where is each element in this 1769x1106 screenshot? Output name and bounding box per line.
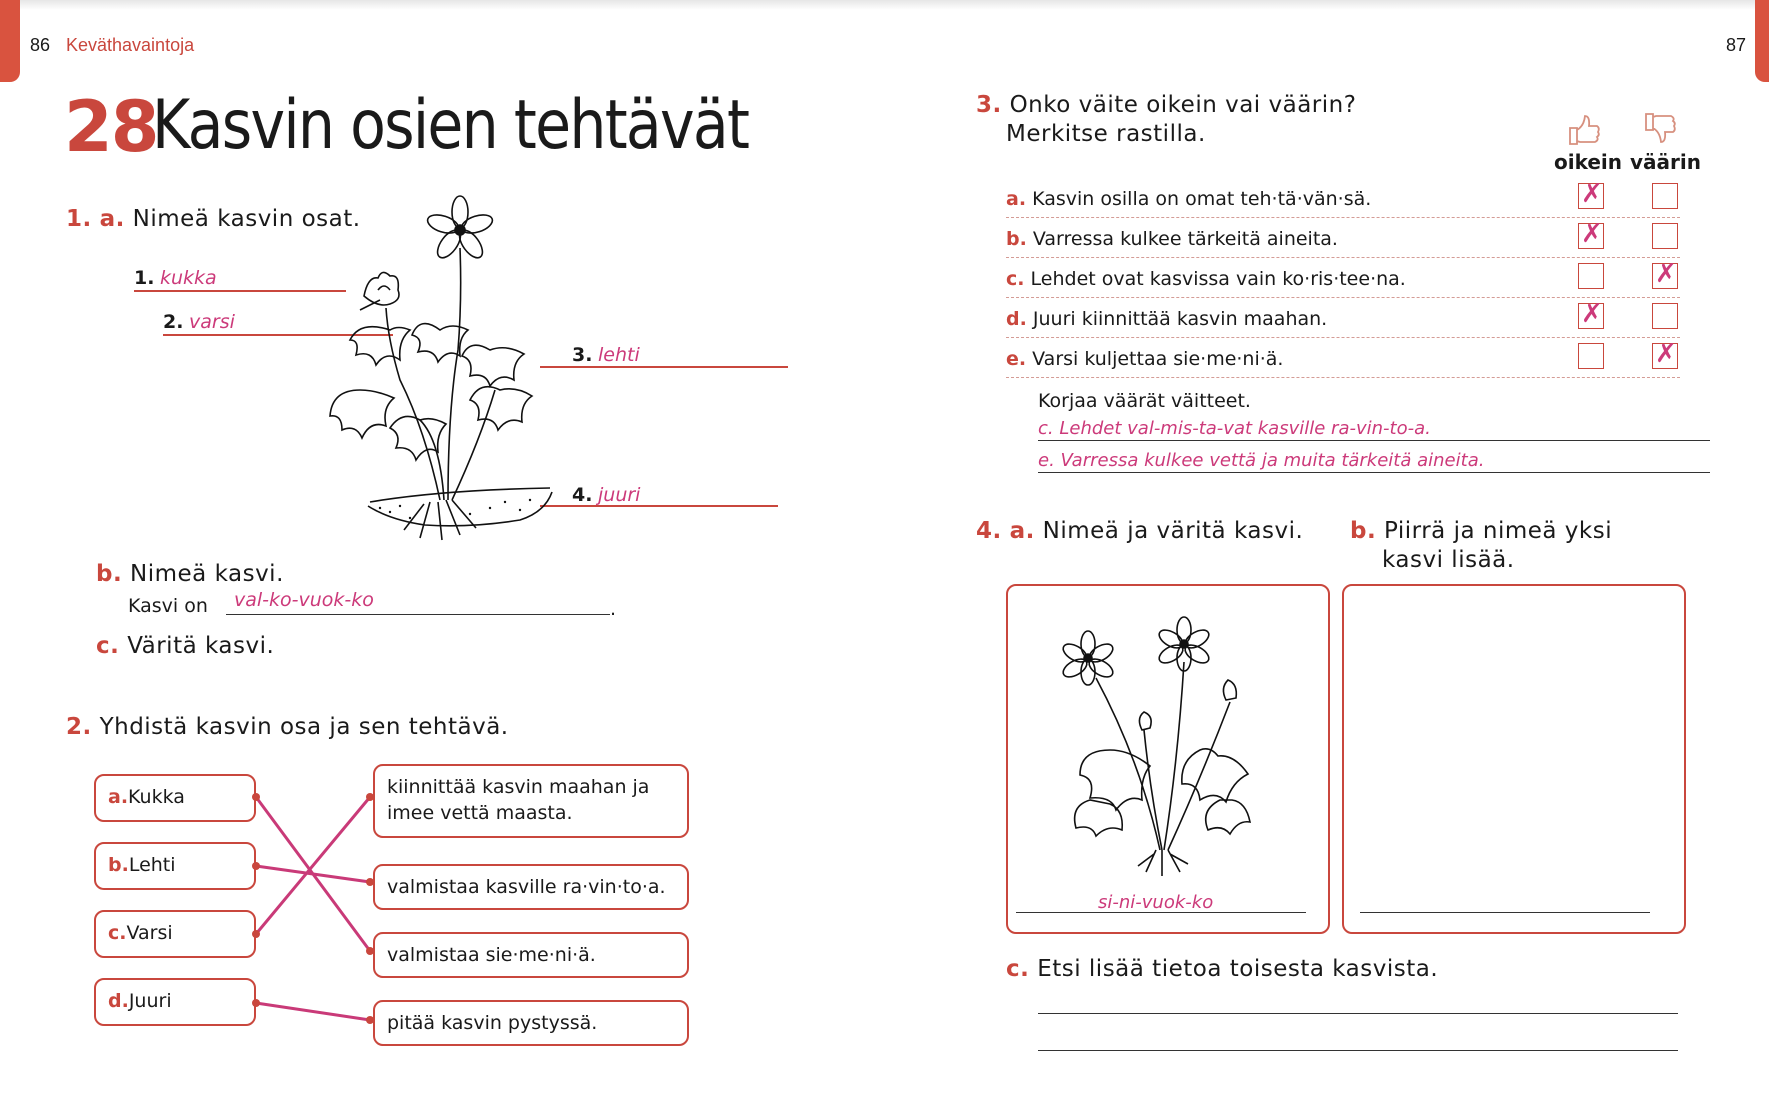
task4a-heading (976, 518, 1303, 544)
function-2-text: valmistaa kasville ra·vin·to·a. (387, 876, 666, 898)
checkbox-b-oikein[interactable] (1578, 219, 1604, 249)
task3-heading (976, 92, 1356, 118)
label2-number: 2. (163, 311, 184, 333)
part-box-juuri (94, 978, 256, 1026)
task1a-text: Nimeä kasvin osat. (132, 206, 361, 232)
statement-a-letter: a. (1006, 188, 1027, 210)
statement-divider (1006, 377, 1680, 378)
section-name: Keväthavaintoja (66, 35, 195, 55)
right-page-number: 87 (1726, 35, 1747, 55)
statement-b-letter: b. (1006, 228, 1027, 250)
part-a-name: Kukka (128, 786, 185, 808)
anemone-illustration (320, 190, 560, 550)
task3-line2: Merkitse rastilla. (1006, 121, 1206, 147)
function-3-text: valmistaa sie·me·ni·ä. (387, 944, 596, 966)
task4c-line-1[interactable] (1038, 1013, 1678, 1014)
part-b-letter: b. (108, 854, 129, 876)
fix-line-1 (1038, 440, 1710, 441)
statement-d-letter: d. (1006, 308, 1027, 330)
statement-c-letter: c. (1006, 268, 1025, 290)
fix-answer-2: e. Varressa kulkee vettä ja muita tärkeitä aineita. (1038, 450, 1485, 471)
part-box-kukka (94, 774, 256, 822)
statement-c-text: Lehdet ovat kasvissa vain ko·ris·tee·na. (1030, 268, 1406, 290)
task2-number: 2. (66, 714, 92, 740)
task4c-heading (1006, 956, 1438, 982)
task2-text: Yhdistä kasvin osa ja sen tehtävä. (99, 714, 509, 740)
part-box-lehti (94, 842, 256, 890)
mark-d-oikein: ✗ (1581, 299, 1603, 329)
task4b-letter: b. (1350, 518, 1377, 544)
task4b-line2: kasvi lisää. (1382, 547, 1515, 573)
right-thumb-tab (1755, 0, 1769, 82)
function-1-line1: kiinnittää kasvin maahan ja (387, 776, 650, 798)
task3-line1: Onko väite oikein vai väärin? (1009, 92, 1357, 118)
task4b-line[interactable] (1360, 912, 1650, 913)
part-d-letter: d. (108, 990, 129, 1012)
task4c-text: Etsi lisää tietoa toisesta kasvista. (1037, 956, 1439, 982)
part-c-letter: c. (108, 922, 127, 944)
thumbs-up-icon (1566, 112, 1602, 146)
task1b-prompt: Kasvi on (128, 595, 208, 617)
label1-line (134, 290, 346, 292)
task1b-period: . (610, 598, 617, 620)
checkbox-a-vaarin[interactable] (1652, 183, 1678, 209)
statement-c (1006, 268, 1406, 290)
page-title: Kasvin osien tehtävät (152, 86, 749, 165)
task1-heading (66, 206, 361, 232)
statement-divider (1006, 217, 1680, 218)
statement-b-text: Varressa kulkee tärkeitä aineita. (1032, 228, 1338, 250)
part-c-name: Varsi (126, 922, 173, 944)
match-line-lehti-ravintoa (256, 866, 370, 882)
part-a-letter: a. (108, 786, 129, 808)
column-vaarin: väärin (1630, 150, 1701, 174)
statement-d-text: Juuri kiinnittää kasvin maahan. (1032, 308, 1328, 330)
task1-number: 1. (66, 206, 92, 232)
label3-line (540, 366, 788, 368)
match-line-juuri-pystyssa (256, 1003, 370, 1020)
label4-line (540, 505, 778, 507)
mark-e-vaarin: ✗ (1655, 339, 1677, 369)
task3-number: 3. (976, 92, 1002, 118)
task1b-text: Nimeä kasvi. (130, 561, 284, 587)
task4a-letter: a. (1009, 518, 1035, 544)
task1b-line (226, 614, 610, 615)
left-page-number: 86 (30, 35, 51, 55)
mark-a-oikein: ✗ (1581, 179, 1603, 209)
label3-answer: lehti (598, 344, 640, 366)
task1a-letter: a. (99, 206, 125, 232)
fix-line-2 (1038, 472, 1710, 473)
task1b-heading (96, 561, 284, 587)
task1b-answer: val-ko-vuok-ko (234, 589, 374, 611)
label3-number: 3. (572, 344, 593, 366)
statement-divider (1006, 297, 1680, 298)
column-oikein: oikein (1554, 150, 1623, 174)
function-box-4 (373, 1000, 689, 1046)
task4c-letter: c. (1006, 956, 1030, 982)
statement-e-letter: e. (1006, 348, 1027, 370)
statement-e-text: Varsi kuljettaa sie·me·ni·ä. (1032, 348, 1284, 370)
mark-c-vaarin: ✗ (1655, 259, 1677, 289)
checkbox-b-vaarin[interactable] (1652, 223, 1678, 249)
task4a-text: Nimeä ja väritä kasvi. (1042, 518, 1304, 544)
function-1-line2: imee vettä maasta. (387, 802, 573, 824)
task4a-answer: si-ni-vuok-ko (1098, 892, 1214, 913)
drawing-frame[interactable] (1342, 584, 1686, 934)
fix-prompt: Korjaa väärät väitteet. (1038, 390, 1251, 412)
checkbox-c-vaarin[interactable] (1652, 259, 1678, 289)
label1-answer: kukka (160, 267, 217, 289)
function-box-3 (373, 932, 689, 978)
function-box-1 (373, 764, 689, 838)
statement-b (1006, 228, 1338, 250)
checkbox-d-oikein[interactable] (1578, 299, 1604, 329)
task1b-letter: b. (96, 561, 123, 587)
label1-number: 1. (134, 267, 155, 289)
statement-divider (1006, 337, 1680, 338)
task4a-line (1016, 912, 1306, 913)
checkbox-e-vaarin[interactable] (1652, 339, 1678, 369)
statement-d (1006, 308, 1327, 330)
chapter-number: 28 (64, 86, 158, 168)
checkbox-a-oikein[interactable] (1578, 179, 1604, 209)
task4-number: 4. (976, 518, 1002, 544)
thumbs-down-icon (1642, 112, 1678, 146)
task4b-line1: Piirrä ja nimeä yksi (1384, 518, 1613, 544)
label2-answer: varsi (189, 311, 235, 333)
task2-heading (66, 714, 509, 740)
left-thumb-tab (0, 0, 20, 82)
task1c-heading (96, 633, 274, 659)
statement-e (1006, 348, 1283, 370)
part-b-name: Lehti (128, 854, 176, 876)
matching-lines (250, 780, 380, 1030)
statement-a-text: Kasvin osilla on omat teh·tä·vän·sä. (1032, 188, 1372, 210)
task1c-letter: c. (96, 633, 120, 659)
task4c-line-2[interactable] (1038, 1050, 1678, 1051)
match-line-varsi-kiinnittaa (256, 797, 370, 934)
task4b-heading (1350, 518, 1612, 544)
page-top-shadow (0, 0, 1769, 10)
part-box-varsi (94, 910, 256, 958)
checkbox-e-oikein[interactable] (1578, 343, 1604, 369)
checkbox-d-vaarin[interactable] (1652, 303, 1678, 329)
part-d-name: Juuri (128, 990, 172, 1012)
fix-answer-1: c. Lehdet val-mis-ta-vat kasville ra-vin-to-a. (1038, 418, 1431, 439)
label4-answer: juuri (598, 484, 641, 506)
label4-number: 4. (572, 484, 593, 506)
task1c-text: Väritä kasvi. (127, 633, 275, 659)
statement-a (1006, 188, 1371, 210)
hepatica-illustration (1050, 610, 1280, 880)
checkbox-c-oikein[interactable] (1578, 263, 1604, 289)
mark-b-oikein: ✗ (1581, 219, 1603, 249)
function-4-text: pitää kasvin pystyssä. (387, 1012, 598, 1034)
function-box-2 (373, 864, 689, 910)
statement-divider (1006, 257, 1680, 258)
